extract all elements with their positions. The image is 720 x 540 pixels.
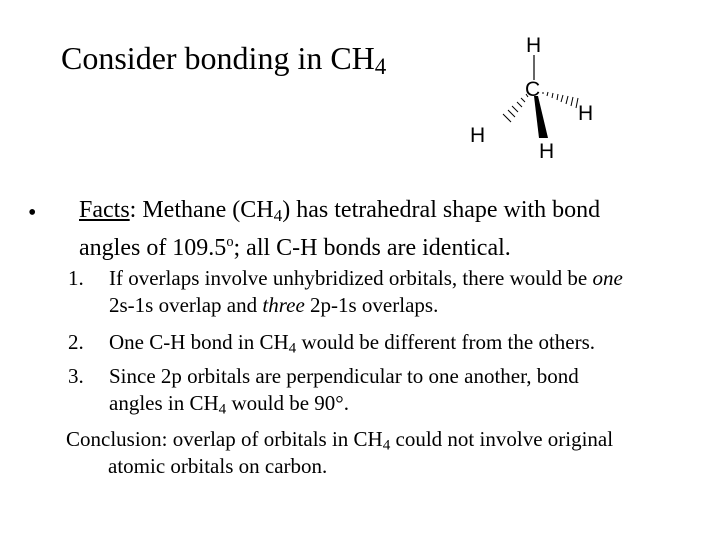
facts-degree: o xyxy=(226,234,234,250)
atom-h-left: H xyxy=(470,124,486,147)
methane-structure xyxy=(440,22,620,167)
facts-line2-cont: ; all C-H bonds are identical. xyxy=(233,235,511,261)
atom-h-top: H xyxy=(526,34,542,57)
item2-subscript: 4 xyxy=(288,340,297,357)
atom-c-center: C xyxy=(525,78,541,101)
conclusion-text: Conclusion: overlap of orbitals in CH xyxy=(66,427,383,451)
bullet: • xyxy=(28,200,37,226)
atom-h-right: H xyxy=(578,102,594,125)
item3-text-line2-cont: would be 90°. xyxy=(226,391,349,415)
item3-text: Since 2p orbitals are perpendicular to one another, bond xyxy=(109,364,579,388)
item3-text-line2: angles in CH xyxy=(109,391,219,415)
facts-line2: angles of 109.5 xyxy=(79,235,227,261)
item1-emphasis-2: three xyxy=(262,293,305,317)
conclusion-text-cont: could not involve original xyxy=(390,427,614,451)
item1-text-line2: 2s-1s overlap and xyxy=(109,293,263,317)
item2-text: One C-H bond in CH xyxy=(109,330,289,354)
atom-h-bottom: H xyxy=(539,140,555,163)
facts-text: : Methane (CH xyxy=(129,197,274,223)
conclusion-line2: atomic orbitals on carbon. xyxy=(108,454,328,478)
item1-emphasis: one xyxy=(592,266,623,290)
title-subscript: 4 xyxy=(374,53,387,80)
bond-right-hashed xyxy=(543,92,578,108)
list-item-3 xyxy=(109,363,709,417)
bond-bottom-wedge xyxy=(534,96,548,138)
slide-title xyxy=(61,38,386,78)
item3-subscript: 4 xyxy=(218,401,227,418)
conclusion-paragraph xyxy=(66,426,706,480)
conclusion-subscript: 4 xyxy=(382,437,391,454)
facts-subscript: 4 xyxy=(273,205,283,225)
facts-paragraph xyxy=(79,194,699,264)
title-text: Consider bonding in CH xyxy=(61,40,375,76)
list-item-number: 2. xyxy=(68,330,84,354)
list-item-number: 3. xyxy=(68,364,84,388)
list-item-2 xyxy=(109,329,709,356)
facts-text-cont: ) has tetrahedral shape with bond xyxy=(282,197,601,223)
list-item-1 xyxy=(109,265,709,319)
facts-label: Facts xyxy=(79,197,130,223)
item2-text-cont: would be different from the others. xyxy=(296,330,596,354)
list-item-number: 1. xyxy=(68,266,84,290)
item1-text-line2-cont: 2p-1s overlaps. xyxy=(304,293,439,317)
item1-text: If overlaps involve unhybridized orbitals, there would be xyxy=(109,266,593,290)
